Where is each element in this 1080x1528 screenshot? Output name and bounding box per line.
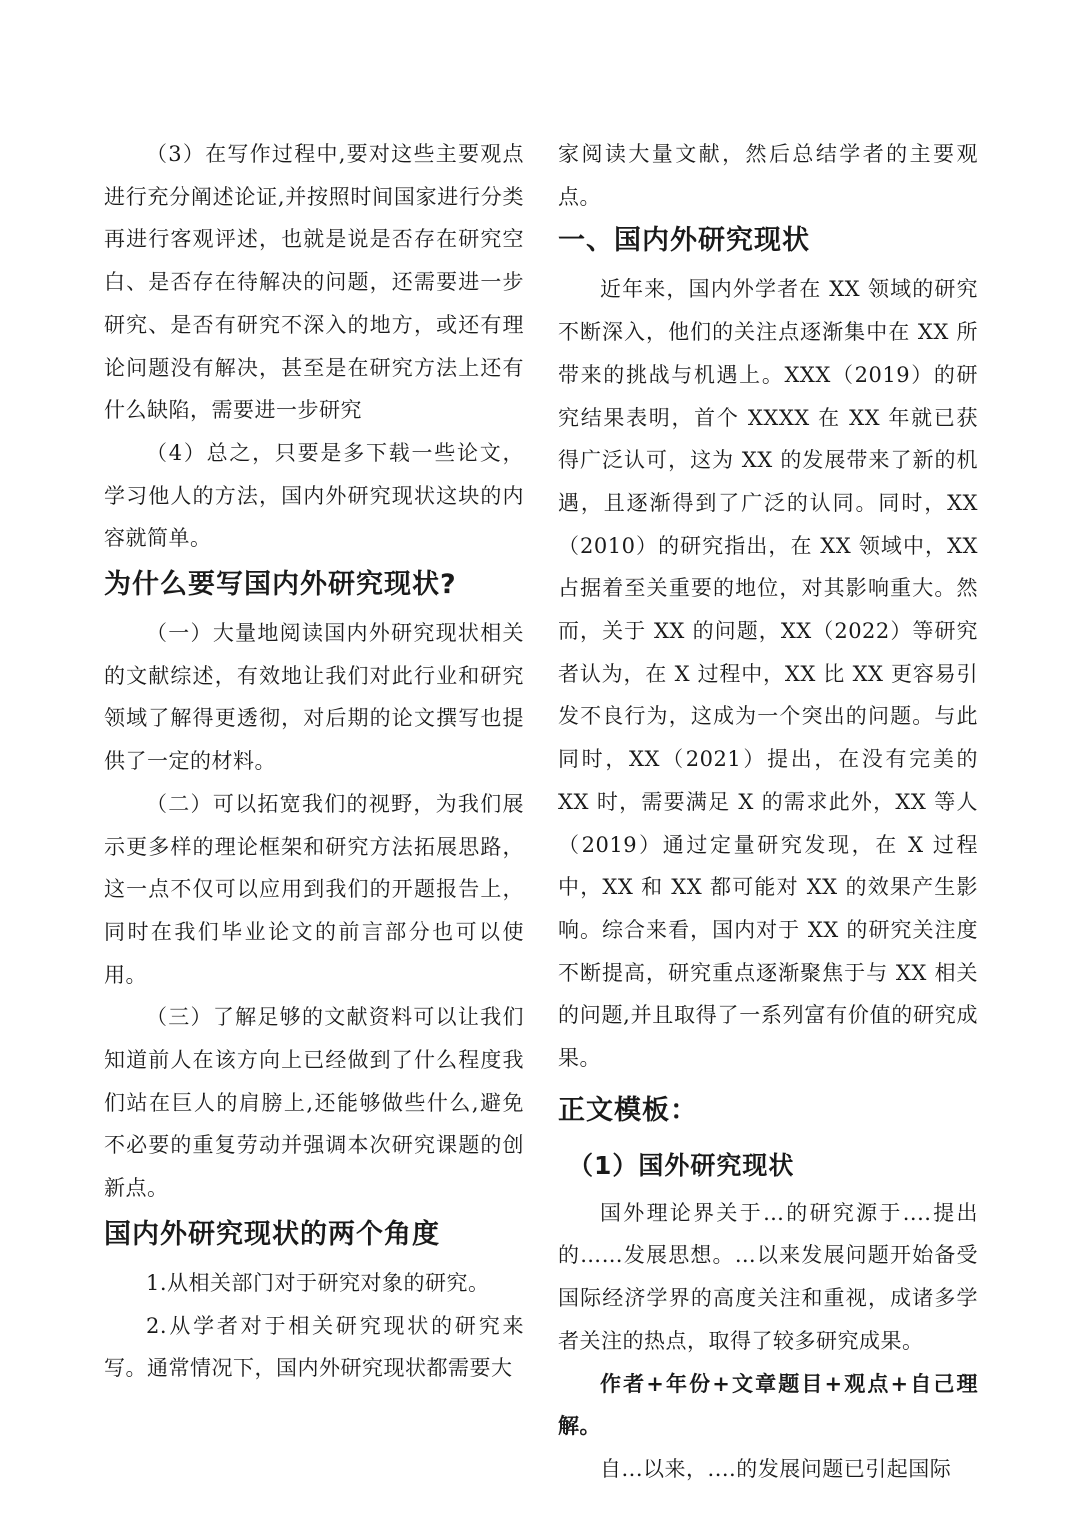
paragraph-research-status: 近年来，国内外学者在 XX 领域的研究不断深入，他们的关注点逐渐集中在 XX 所带来的挑战与机遇上。XXX（2019）的研究结果表明，首个 XXXX 在 XX 年就已获得广泛认可，这为 XX 的发展带来了新的机遇，且逐渐得到了广泛的认同。同时，XX（2010）的研究指出，在 XX 领域中，XX 占据着至关重要的地位，对其影响重大。然而，关于 XX 的问题，XX（2022）等研究者认为，在 X 过程中，XX 比 XX 更容易引发不良行为，这成为一个突出的问题。与此同时，XX（2021）提出，在没有完美的 XX 时，需要满足 X 的需求此外，XX 等人（2019）通过定量研究发现，在 X 过程中，XX 和 XX 都可能对 XX 的效果产生影响。综合来看，国内对于 XX 的研究关注度不断提高，研究重点逐渐聚焦于与 XX 相关的问题,并且取得了一系列富有价值的研究成果。 bbox=[558, 277, 978, 1071]
heading-research-status: 一、国内外研究现状 bbox=[558, 225, 810, 257]
paragraph-point-4: （4）总之，只要是多下载一些论文，学习他人的方法，国内外研究现状这块的内容就简单。 bbox=[104, 440, 524, 551]
heading-two-angles: 国内外研究现状的两个角度 bbox=[104, 1218, 440, 1250]
paragraph-formula: 作者+年份+文章题目+观点+自己理解。 bbox=[558, 1370, 978, 1439]
paragraph-why-2: （二）可以拓宽我们的视野，为我们展示更多样的理论框架和研究方法拓展思路，这一点不仅可以应用到我们的开题报告上，同时在我们毕业论文的前言部分也可以使用。 bbox=[104, 791, 524, 987]
paragraph-angle-1: 1.从相关部门对于研究对象的研究。 bbox=[146, 1270, 490, 1295]
paragraph-why-1: （一）大量地阅读国内外研究现状相关的文献综述，有效地让我们对此行业和研究领域了解得更透彻，对后期的论文撰写也提供了一定的材料。 bbox=[104, 621, 524, 774]
heading-body-template: 正文模板： bbox=[558, 1094, 698, 1126]
heading-why-write: 为什么要写国内外研究现状? bbox=[104, 569, 457, 601]
paragraph-foreign-status: 国外理论界关于…的研究源于....提出的……发展思想。…以来发展问题开始备受国际经济学界的高度关注和重视，成诸多学者关注的热点，取得了较多研究成果。 bbox=[558, 1200, 978, 1353]
paragraph-last-line: 自...以来，....的发展问题已引起国际 bbox=[600, 1456, 952, 1481]
paragraph-continuation: 家阅读大量文献，然后总结学者的主要观点。 bbox=[558, 142, 978, 209]
paragraph-angle-2: 2.从学者对于相关研究现状的研究来写。通常情况下，国内外研究现状都需要大 bbox=[104, 1313, 524, 1381]
paragraph-why-3: （三）了解足够的文献资料可以让我们知道前人在该方向上已经做到了什么程度我们站在巨人的肩膀上,还能够做些什么,避免不必要的重复劳动并强调本次研究课题的创新点。 bbox=[104, 1005, 524, 1201]
heading-foreign-status: （1）国外研究现状 bbox=[568, 1150, 795, 1180]
right-column bbox=[558, 133, 978, 1491]
left-column bbox=[104, 133, 524, 1390]
paragraph-point-3: （3）在写作过程中,要对这些主要观点进行充分阐述论证,并按照时间国家进行分类再进行客观评述，也就是说是否存在研究空白、是否存在待解决的问题，还需要进一步研究、是否有研究不深入的地方，或还有理论问题没有解决，甚至是在研究方法上还有什么缺陷，需要进一步研究 bbox=[104, 142, 524, 423]
